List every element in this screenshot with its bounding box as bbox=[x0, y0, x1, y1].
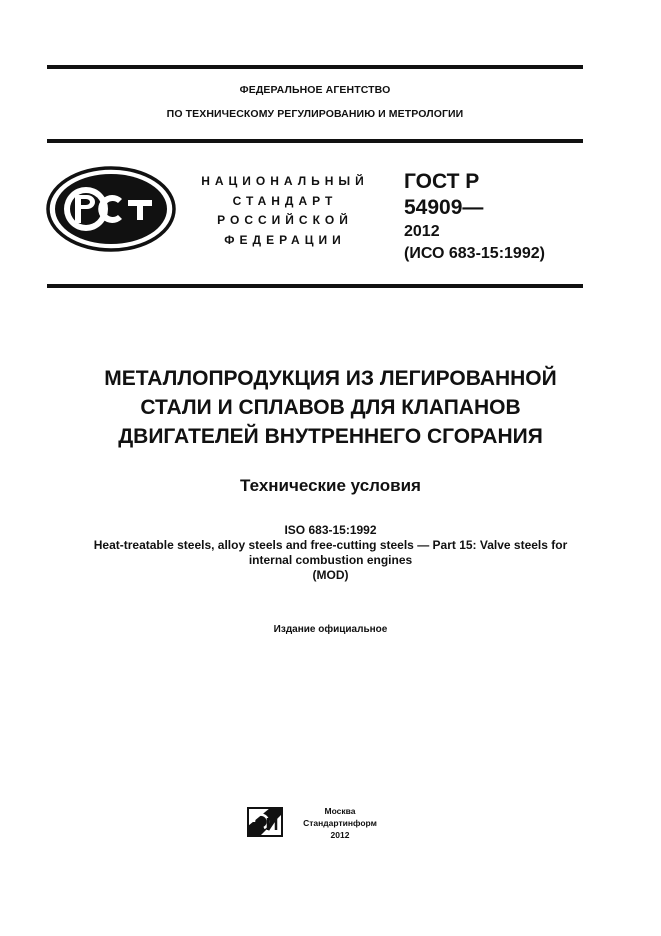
iso-equivalent-designation: (ИСО 683-15:1992) bbox=[404, 245, 545, 262]
document-title-line3: ДВИГАТЕЛЕЙ ВНУТРЕННЕГО СГОРАНИЯ bbox=[118, 425, 543, 448]
header-bottom-divider bbox=[47, 284, 583, 288]
document-title-line2: СТАЛИ И СПЛАВОВ ДЛЯ КЛАПАНОВ bbox=[140, 396, 521, 419]
publisher-name: Стандартинформ bbox=[303, 818, 377, 828]
iso-reference-title-line1: Heat-treatable steels, alloy steels and free-cutting steels — Part 15: Valve steels for bbox=[93, 538, 568, 552]
standard-designation-line2: 54909— bbox=[404, 196, 484, 219]
agency-name-line2: ПО ТЕХНИЧЕСКОМУ РЕГУЛИРОВАНИЮ И МЕТРОЛОГИИ bbox=[166, 108, 464, 120]
standard-designation-line3: 2012 bbox=[404, 223, 440, 240]
publisher-city: Москва bbox=[324, 806, 356, 816]
standard-type-line1: НАЦИОНАЛЬНЫЙ bbox=[201, 174, 369, 188]
standard-type-line3: РОССИЙСКОЙ bbox=[217, 213, 353, 227]
header-divider bbox=[47, 139, 583, 143]
standard-type-line2: СТАНДАРТ bbox=[232, 194, 338, 208]
document-subtitle: Технические условия bbox=[240, 476, 421, 495]
publication-year: 2012 bbox=[330, 830, 350, 840]
edition-note: Издание официальное bbox=[273, 624, 388, 635]
agency-name-line1: ФЕДЕРАЛЬНОЕ АГЕНТСТВО bbox=[239, 84, 391, 96]
gost-r-logo-icon bbox=[46, 166, 176, 252]
iso-reference-code: ISO 683-15:1992 bbox=[284, 523, 377, 537]
iso-reference-title-line2: internal combustion engines bbox=[248, 553, 413, 567]
standard-designation-line1: ГОСТ Р bbox=[404, 170, 480, 193]
document-title-line1: МЕТАЛЛОПРОДУКЦИЯ ИЗ ЛЕГИРОВАННОЙ bbox=[104, 367, 557, 390]
standard-type-line4: ФЕДЕРАЦИИ bbox=[224, 233, 346, 247]
iso-modification-note: (MOD) bbox=[312, 568, 349, 582]
top-divider bbox=[47, 65, 583, 69]
standartinform-logo-icon bbox=[246, 806, 284, 838]
